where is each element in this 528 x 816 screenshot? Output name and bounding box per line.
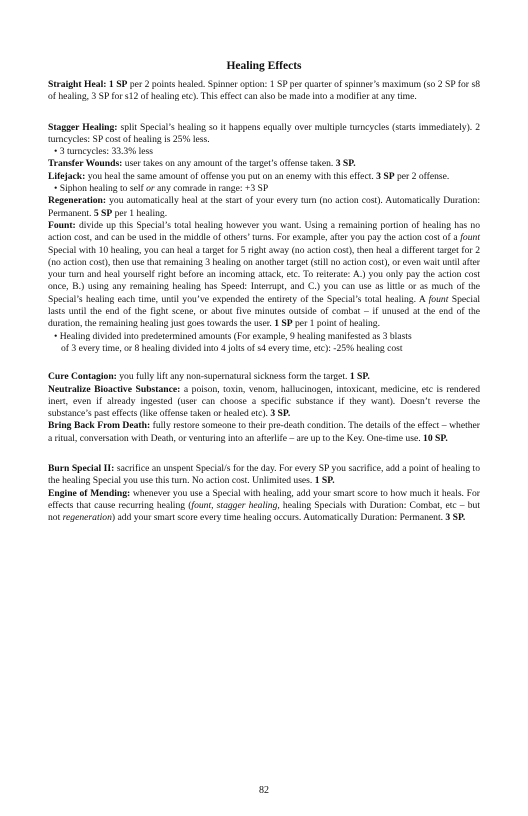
entry-neutralize: Neutralize Bioactive Substance: a poison, toxin, venom, hallucinogen, intoxicant, medicine, etc is rendered inert, even if already ingested (user can choose a specific substance if they want). Doesn’t reverse the substance’s past effects (like offense taken or healed etc). 3 SP. (48, 383, 480, 420)
document-page (48, 60, 480, 525)
entry-transfer-wounds: Transfer Wounds: user takes on any amount of the target’s offense taken. 3 SP. (48, 158, 356, 170)
entry-fount: Fount: divide up this Special’s total healing however you want. Using a remaining portion of healing has no action cost, and can be used in the middle of others’ turns. For example, after you pay the action cost of a fount Special with 10 healing, you can heal a target for 5 right away (no action cost), then heal a different target for 2 (no action cost), then use that remaining 3 healing on another target (still no action cost), or even wait until after your turn and heal yourself right before an incoming attack, etc. To reiterate: A.) you only pay the action cost once, B.) using any remaining healing has Speed: Interrupt, and C.) you can use as little or as much of the Special’s healing each time, until you’ve expended the entirety of the Special’s total healing. A fount Special lasts until the end of the fight scene, or about five minutes outside of combat – if unused at the end of the duration, the remaining healing just goes towards the user. 1 SP per 1 point of healing. (48, 219, 481, 330)
entry-stagger-healing: Stagger Healing: split Special’s healing so it happens equally over multiple turncycles (starts immediately). 2 turncycles: SP cost of healing is 25% less. (48, 121, 480, 145)
entry-engine-of-mending: Engine of Mending: whenever you use a Special with healing, add your smart score to how much it heals. For effects that cause recurring healing (fount, stagger healing, healing Specials with Duration: Combat, etc – but not regeneration) add your smart score every time healing occurs. Automatically Duration: Permanent. 3 SP. (48, 487, 480, 524)
entry-regeneration: Regeneration: you automatically heal at the start of your every turn (no action cost). Automatically Duration: Permanent. 5 SP per 1 healing. (48, 195, 480, 219)
page-title: Healing Effects (226, 60, 302, 72)
entry-burn-special: Burn Special II: sacrifice an unspent Special/s for the day. For every SP you sacrifice, add a point of healing to the healing Special you use this turn. No action cost. Unlimited uses. 1 SP. (48, 463, 480, 487)
entry-straight-heal: Straight Heal: 1 SP per 2 points healed. Spinner option: 1 SP per quarter of spinner’s maximum (so 2 SP for s8 of healing, 3 SP for s12 of healing etc). This effect can also be made into a modifier at any time. (48, 79, 480, 103)
bullet-fount: • Healing divided into predetermined amounts (For example, 9 healing manifested as 3 blasts of 3 every time, or 8 healing divided into 4 jolts of s4 every time, etc): -25% healing cost (54, 330, 412, 354)
page-number: 82 (259, 785, 269, 796)
bullet-stagger: • 3 turncycles: 33.3% less (54, 146, 154, 158)
entry-cure-contagion: Cure Contagion: you fully lift any non-supernatural sickness form the target. 1 SP. (48, 371, 370, 383)
entry-lifejack: Lifejack: you heal the same amount of offense you put on an enemy with this effect. 3 SP per 2 offense. (48, 170, 450, 182)
entry-bring-back: Bring Back From Death: fully restore someone to their pre-death condition. The details of the effect – whether a ritual, conversation with Death, or venturing into an afterlife – are up to the Key. One-time use. 10 SP. (48, 420, 480, 444)
bullet-lifejack: • Siphon healing to self or any comrade in range: +3 SP (54, 183, 269, 195)
